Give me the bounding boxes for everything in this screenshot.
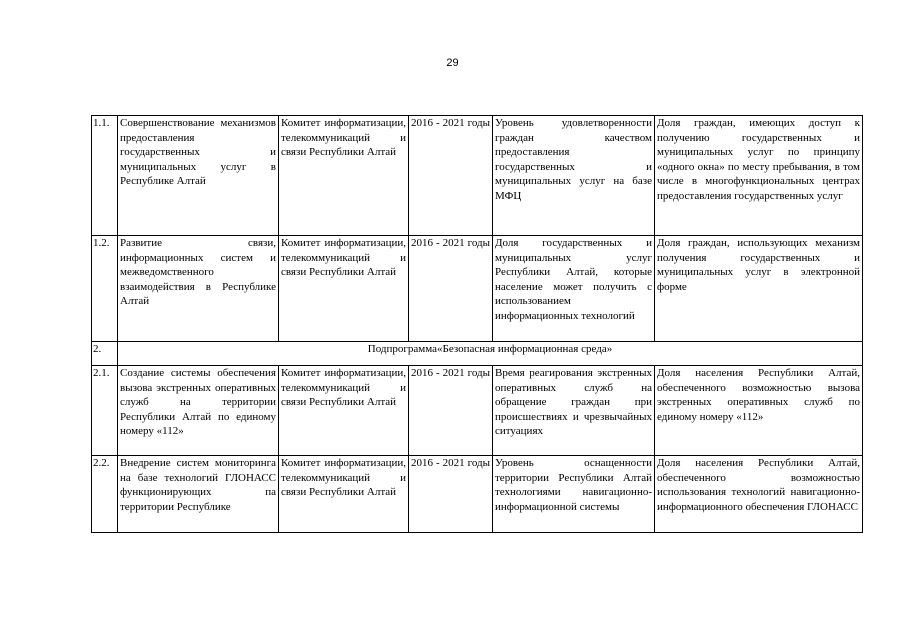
row-number: 2.2. — [92, 456, 118, 533]
result-cell: Доля государственных и муниципальных услуг Республики Алтай, которые население может получить с использованием информационных технологий — [493, 236, 655, 342]
table-row — [92, 116, 863, 236]
executor-cell: Комитет информатизации, телекоммуникаций и связи Республики Алтай — [279, 366, 409, 456]
row-number: 2. — [92, 342, 118, 366]
period-cell: 2016 - 2021 годы — [409, 456, 493, 533]
subprogram-row — [92, 342, 863, 366]
measure-cell: Развитие связи, информационных систем и межведомственного взаимодействия в Республике Алтай — [118, 236, 279, 342]
page-number: 29 — [446, 57, 459, 69]
period-cell: 2016 - 2021 годы — [409, 116, 493, 236]
row-number: 1.1. — [92, 116, 118, 236]
result-cell: Время реагирования экстренных оперативных служб на обращение граждан при происшествиях и чрезвычайных ситуациях — [493, 366, 655, 456]
executor-cell: Комитет информатизации, телекоммуникаций и связи Республики Алтай — [279, 116, 409, 236]
result-cell: Уровень удовлетворенности граждан качеством предоставления государственных и муниципальных услуг на базе МФЦ — [493, 116, 655, 236]
measure-cell: Совершенствование механизмов предоставления государственных и муниципальных услуг в Республике Алтай — [118, 116, 279, 236]
indicator-cell: Доля граждан, использующих механизм получения государственных и муниципальных услуг в электронной форме — [655, 236, 863, 342]
indicator-cell: Доля граждан, имеющих доступ к получению государственных и муниципальных услуг по принципу «одного окна» по месту пребывания, в том числе в многофункциональных центрах предоставления государственных услуг — [655, 116, 863, 236]
executor-cell: Комитет информатизации, телекоммуникаций и связи Республики Алтай — [279, 456, 409, 533]
subprogram-title: Подпрограмма«Безопасная информационная среда» — [118, 342, 863, 366]
result-cell: Уровень оснащенности территории Республики Алтай технологиями навигационно-информационной системы — [493, 456, 655, 533]
indicator-cell: Доля населения Республики Алтай, обеспеченного возможностью использования технологий навигационно-информационного обеспечения ГЛОНАСС — [655, 456, 863, 533]
row-number: 2.1. — [92, 366, 118, 456]
measures-table — [91, 115, 863, 533]
row-number: 1.2. — [92, 236, 118, 342]
table-row — [92, 366, 863, 456]
executor-cell: Комитет информатизации, телекоммуникаций и связи Республики Алтай — [279, 236, 409, 342]
table-row — [92, 456, 863, 533]
measure-cell: Создание системы обеспечения вызова экстренных оперативных служб на территории Республики Алтай по единому номеру «112» — [118, 366, 279, 456]
period-cell: 2016 - 2021 годы — [409, 236, 493, 342]
table-row — [92, 236, 863, 342]
measure-cell: Внедрение систем мониторинга на базе технологий ГЛОНАСС функционирующих па территории Республике — [118, 456, 279, 533]
indicator-cell: Доля населения Республики Алтай, обеспеченного возможностью вызова экстренных оперативных служб по единому номеру «112» — [655, 366, 863, 456]
period-cell: 2016 - 2021 годы — [409, 366, 493, 456]
